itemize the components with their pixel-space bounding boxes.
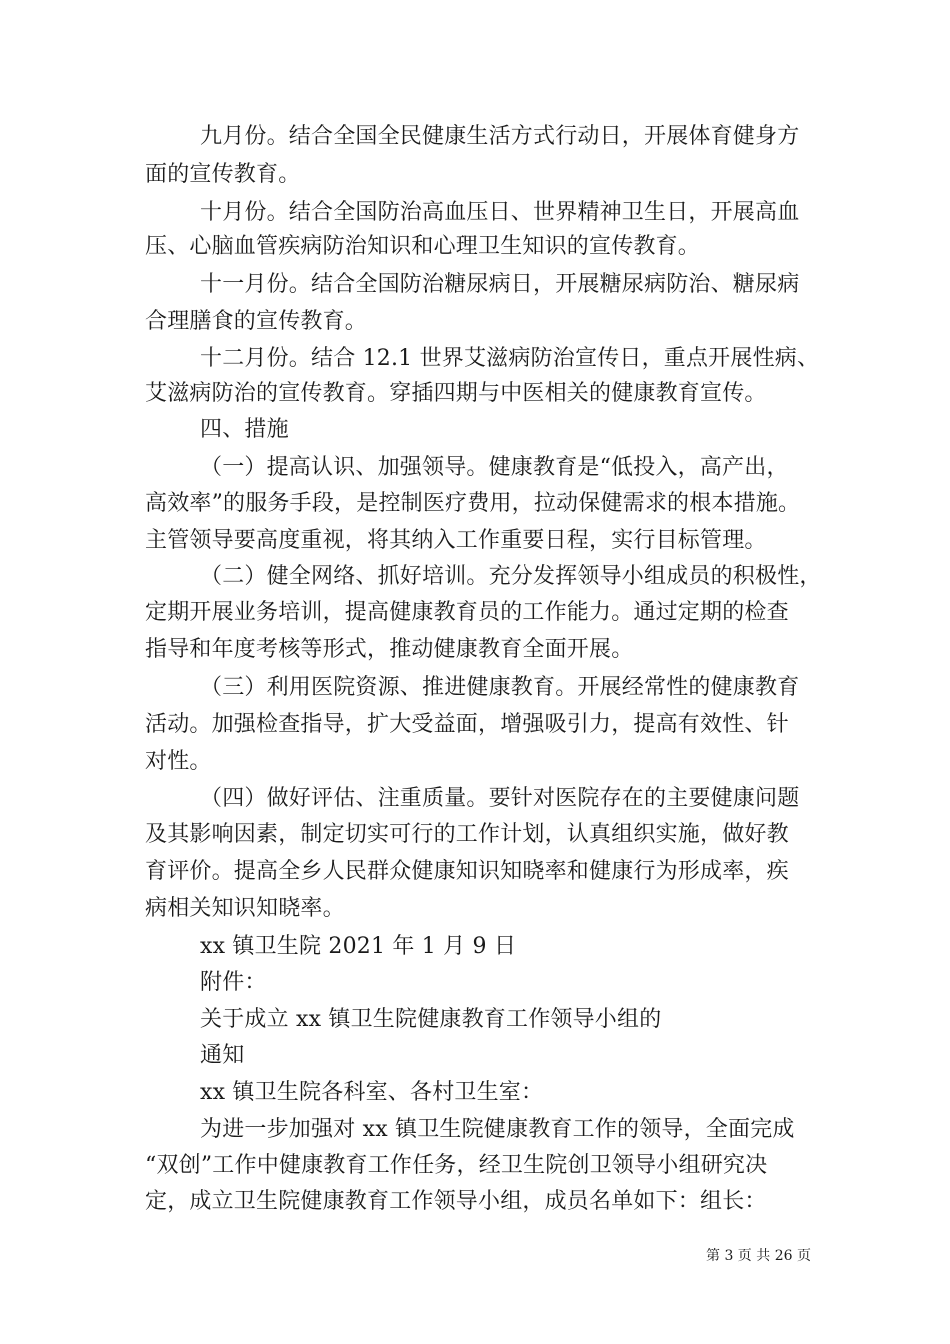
text-line: 活动。加强检查指导，扩大受益面，增强吸引力，提高有效性、针 — [145, 712, 789, 737]
text-line: （一）提高认识、加强领导。健康教育是“低投入，高产出， — [200, 455, 789, 480]
text-line: 定期开展业务培训，提高健康教育员的工作能力。通过定期的检查 — [145, 600, 789, 625]
text-line: 指导和年度考核等形式，推动健康教育全面开展。 — [145, 637, 634, 662]
text-line: 主管领导要高度重视，将其纳入工作重要日程，实行目标管理。 — [145, 528, 767, 553]
text-line: 艾滋病防治的宣传教育。穿插四期与中医相关的健康教育宣传。 — [145, 381, 767, 406]
text-line: （二）健全网络、抓好培训。充分发挥领导小组成员的积极性， — [200, 564, 822, 589]
attachment-label: 附件： — [200, 970, 267, 995]
text-line: 十二月份。结合 12.1 世界艾滋病防治宣传日，重点开展性病、 — [200, 346, 820, 371]
text-line: 及其影响因素，制定切实可行的工作计划，认真组织实施，做好教 — [145, 822, 789, 847]
text-line: 压、心脑血管疾病防治知识和心理卫生知识的宣传教育。 — [145, 234, 701, 259]
text-line: “双创”工作中健康教育工作任务，经卫生院创卫领导小组研究决 — [145, 1153, 768, 1178]
text-line: 为进一步加强对 xx 镇卫生院健康教育工作的领导，全面完成 — [200, 1117, 795, 1142]
text-line: （三）利用医院资源、推进健康教育。开展经常性的健康教育 — [200, 675, 800, 700]
notice-recipients: xx 镇卫生院各科室、各村卫生室： — [200, 1080, 544, 1105]
text-line: 育评价。提高全乡人民群众健康知识知晓率和健康行为形成率，疾 — [145, 859, 789, 884]
text-line: 对性。 — [145, 749, 212, 774]
text-line: 十一月份。结合全国防治糖尿病日，开展糖尿病防治、糖尿病 — [200, 272, 800, 297]
text-line: 十月份。结合全国防治高血压日、世界精神卫生日，开展高血 — [200, 200, 800, 225]
text-line: 面的宣传教育。 — [145, 162, 301, 187]
notice-title: 关于成立 xx 镇卫生院健康教育工作领导小组的 — [200, 1007, 662, 1032]
signature-date: xx 镇卫生院 2021 年 1 月 9 日 — [200, 934, 517, 959]
text-line: 定，成立卫生院健康教育工作领导小组，成员名单如下：组长： — [145, 1189, 767, 1214]
text-line: 九月份。结合全国全民健康生活方式行动日，开展体育健身方 — [200, 124, 800, 149]
text-line: 合理膳食的宣传教育。 — [145, 309, 368, 334]
text-line: 高效率”的服务手段，是控制医疗费用，拉动保健需求的根本措施。 — [145, 491, 801, 516]
text-line: 病相关知识知晓率。 — [145, 896, 345, 921]
page-number: 第 3 页 共 26 页 — [706, 1248, 811, 1264]
text-line: （四）做好评估、注重质量。要针对医院存在的主要健康问题 — [200, 786, 800, 811]
section-heading: 四、措施 — [200, 417, 289, 442]
notice-title-cont: 通知 — [200, 1043, 245, 1068]
